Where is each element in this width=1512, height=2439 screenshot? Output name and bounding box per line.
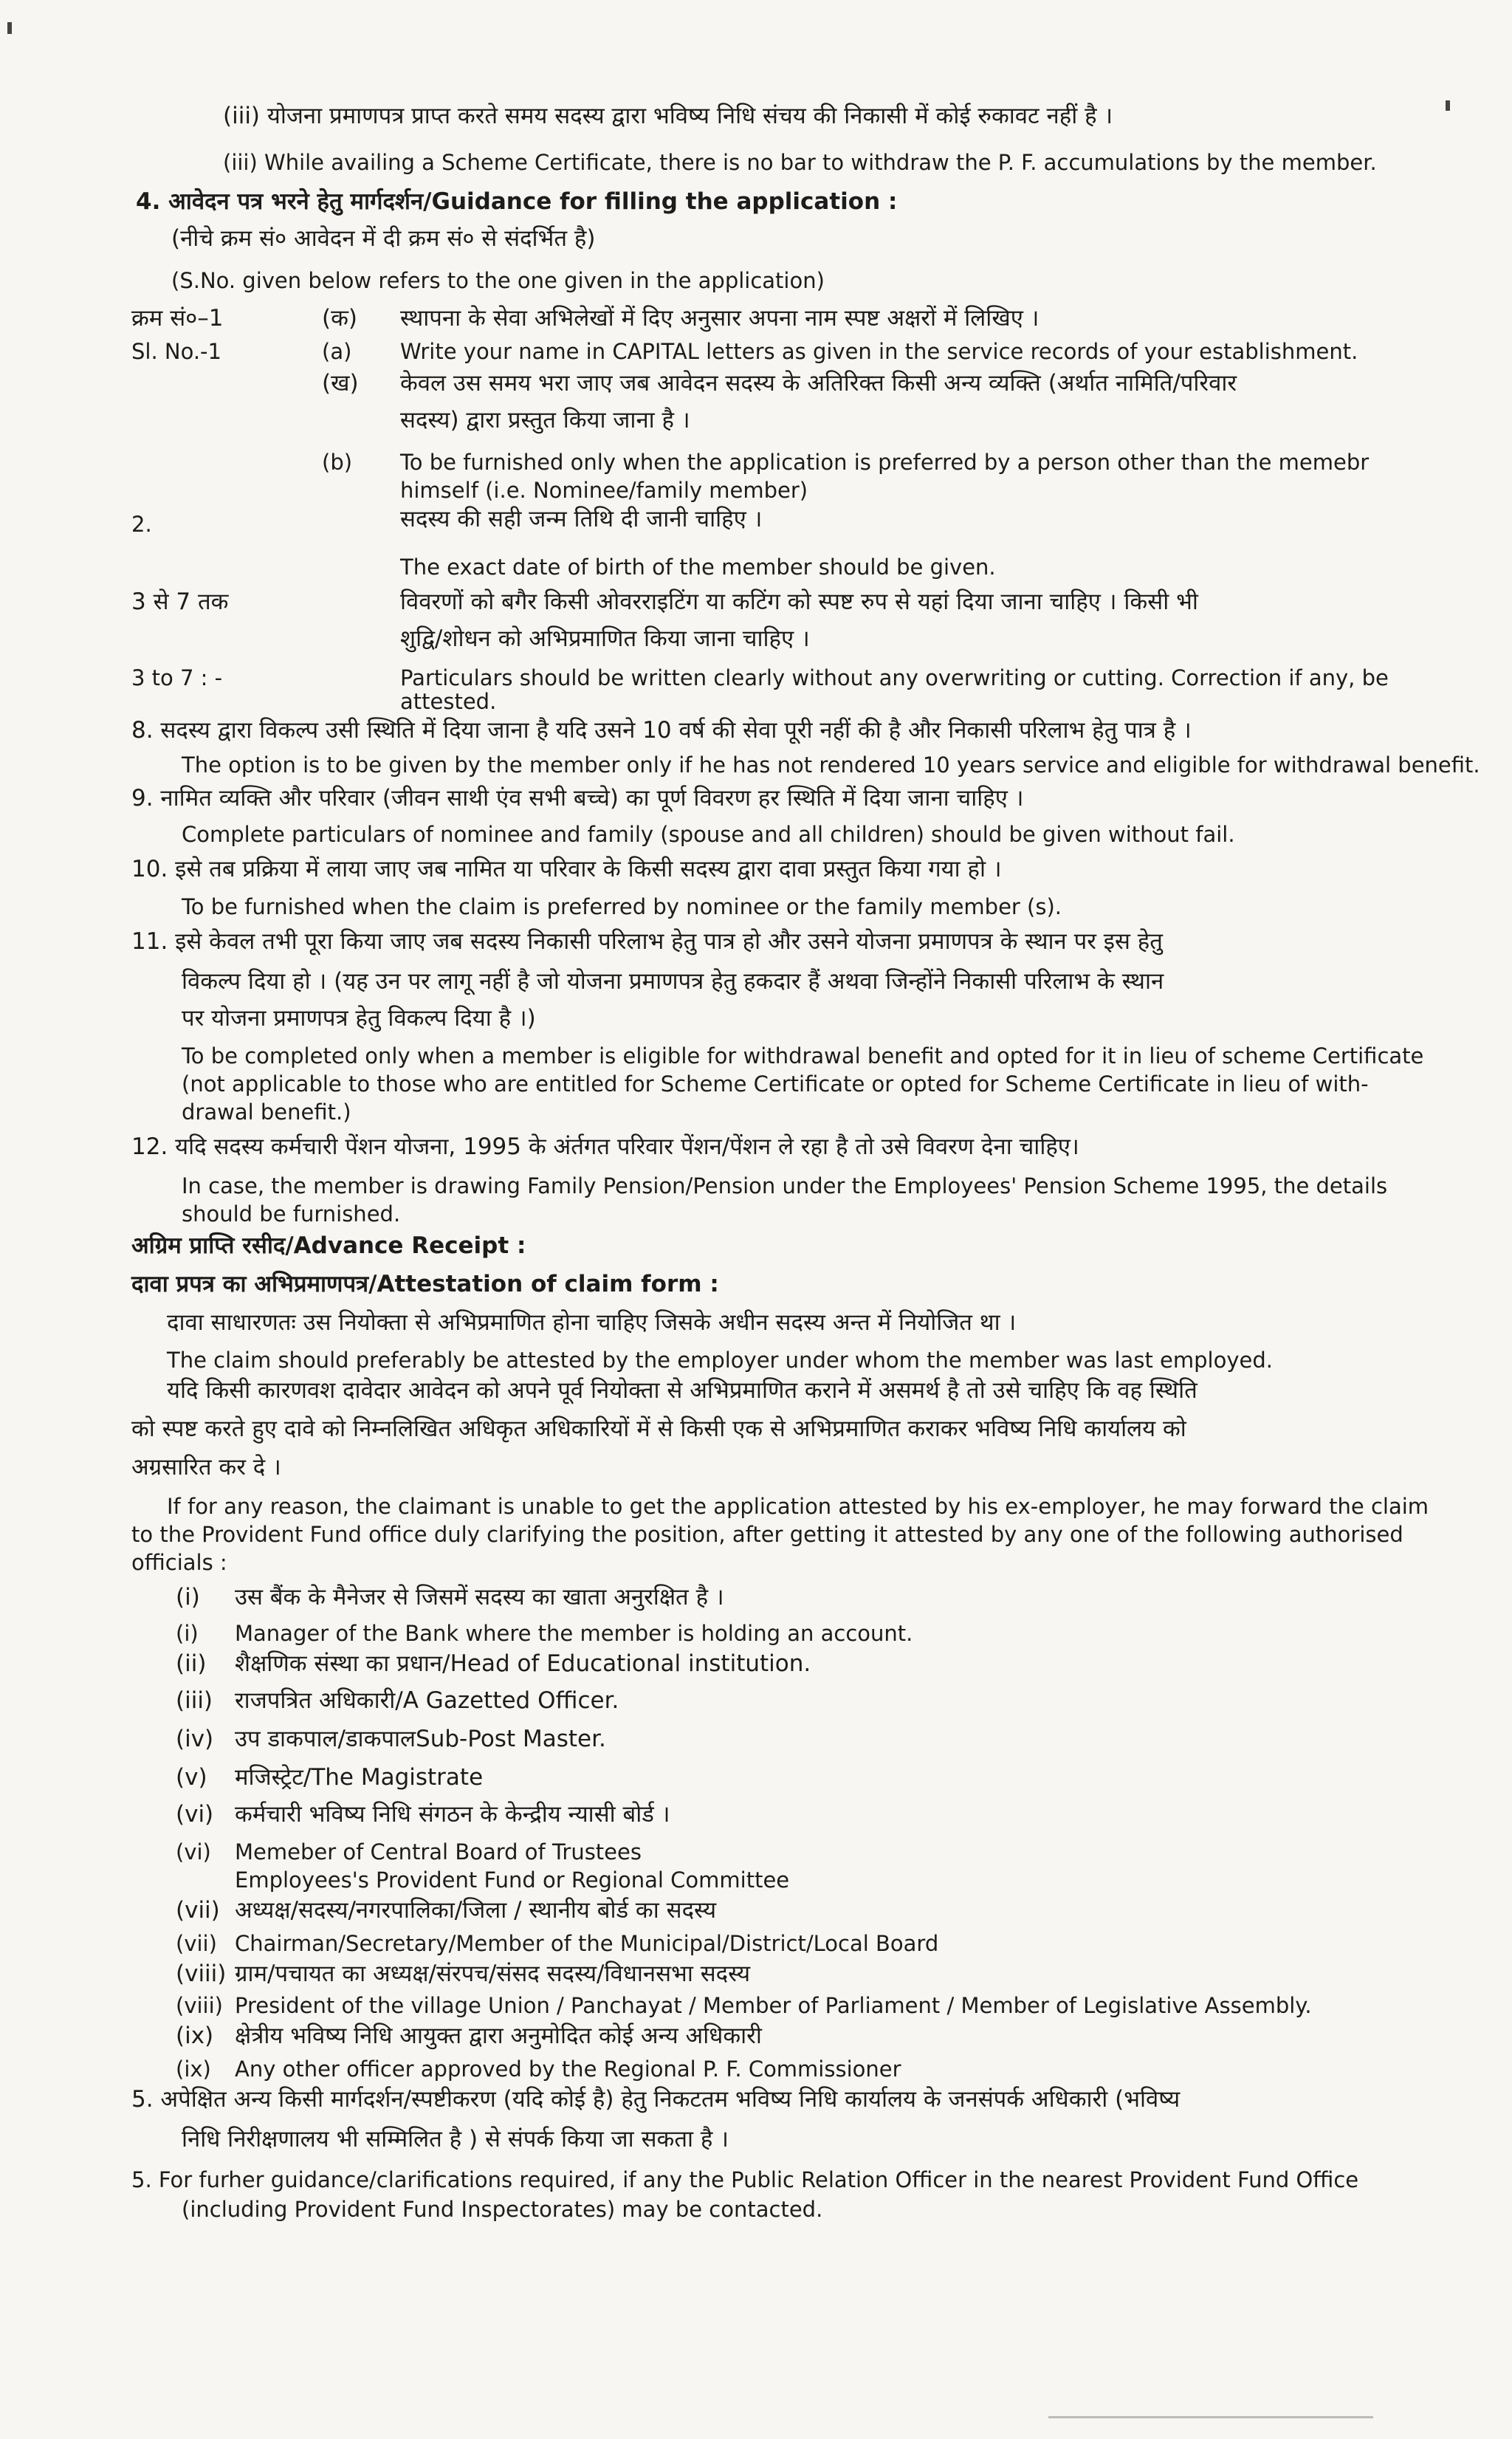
item-11-hindi-line2: विकल्प दिया हो । (यह उन पर लागू नहीं है जो योजना प्रमाणपत्र हेतु हकदार हैं अथवा जिन्होंने निकासी परिलाभ के स्थान (182, 968, 1164, 995)
item-3-7-hindi-line1: विवरणों को बगैर किसी ओवरराइटिंग या कटिंग को स्पष्ट रुप से यहां दिया जाना चाहिए । किसी भी (400, 589, 1198, 615)
item-12-english-line2: should be furnished. (182, 1201, 401, 1227)
section-4-note-english: (S.No. given below refers to the one given in the application) (171, 268, 825, 293)
official-mark: (ix) (176, 2023, 214, 2049)
official-mark: (ix) (176, 2056, 211, 2082)
advance-receipt-heading: अग्रिम प्राप्ति रसीद/Advance Receipt : (131, 1232, 526, 1259)
official-text: Chairman/Secretary/Member of the Municipal/District/Local Board (235, 1931, 939, 1956)
item-8-hindi: 8. सदस्य द्वारा विकल्प उसी स्थिति में दिया जाना है यदि उसने 10 वर्ष की सेवा पूरी नहीं की है और निकासी परिलाभ हेतु पात्र है । (131, 717, 1192, 744)
item-11-english-line2: (not applicable to those who are entitled for Scheme Certificate or opted for Scheme Certificate in lieu of with- (182, 1071, 1369, 1097)
section-5-english-line1: 5. For furher guidance/clarifications required, if any the Public Relation Officer in the nearest Provident Fund Office (131, 2167, 1359, 2192)
official-text: ग्राम/पचायत का अध्यक्ष/संरपच/संसद सदस्य/विधानसभा सदस्य (235, 1961, 751, 1987)
official-text: President of the village Union / Panchayat / Member of Parliament / Member of Legislative Assembly. (235, 1993, 1312, 2018)
item-11-english-line1: To be completed only when a member is eligible for withdrawal benefit and opted for it in lieu of scheme Certificate (182, 1043, 1424, 1068)
section-5-hindi-line2: निधि निरीक्षणालय भी सम्मिलित है ) से संपर्क किया जा सकता है । (182, 2126, 729, 2152)
item-b-english-text-line1: To be furnished only when the application is preferred by a person other than the memebr (400, 450, 1370, 475)
official-mark: (ii) (176, 1650, 207, 1677)
official-text: Manager of the Bank where the member is holding an account. (235, 1621, 913, 1646)
official-mark: (vi) (176, 1801, 214, 1828)
official-mark: (iii) (176, 1687, 213, 1714)
item-10-hindi: 10. इसे तब प्रक्रिया में लाया जाए जब नामित या परिवार के किसी सदस्य द्वारा दावा प्रस्तुत किया गया हो । (131, 856, 1002, 882)
item-b-english-text-line2: himself (i.e. Nominee/family member) (400, 478, 808, 503)
item-b-hindi-text-line1: केवल उस समय भरा जाए जब आवेदन सदस्य के अतिरिक्त किसी अन्य व्यक्ति (अर्थात नामिति/परिवार (400, 370, 1237, 397)
section-4-note-hindi: (नीचे क्रम सं० आवेदन में दी क्रम सं० से संदर्भित है) (171, 225, 596, 252)
official-text: कर्मचारी भविष्य निधि संगठन के केन्द्रीय न्यासी बोर्ड । (235, 1801, 670, 1828)
item-9-english: Complete particulars of nominee and family (spouse and all children) should be given without fail. (182, 822, 1235, 847)
item-b-hindi-text-line2: सदस्य) द्वारा प्रस्तुत किया जाना है । (400, 407, 690, 433)
attestation-para2-hindi-line1: यदि किसी कारणवश दावेदार आवेदन को अपने पूर्व नियोक्ता से अभिप्रमाणित कराने में असमर्थ है तो उसे चाहिए कि वह स्थिति (167, 1377, 1197, 1404)
item-b-hindi-mark: (ख) (322, 370, 359, 397)
official-text: मजिस्ट्रेट/The Magistrate (235, 1764, 484, 1791)
item-11-english-line3: drawal benefit.) (182, 1100, 351, 1125)
official-mark: (vi) (176, 1839, 211, 1865)
item-3-7-english-label: 3 to 7 : - (131, 665, 223, 690)
attestation-para2-english-line3: officials : (131, 1550, 227, 1575)
item-2-hindi: सदस्य की सही जन्म तिथि दी जानी चाहिए । (400, 506, 763, 532)
item-a-english-text: Write your name in CAPITAL letters as given in the service records of your establishment. (400, 339, 1358, 364)
item-11-hindi-line1: 11. इसे केवल तभी पूरा किया जाए जब सदस्य निकासी परिलाभ हेतु पात्र हो और उसने योजना प्रमाणपत्र के स्थान पर इस हेतु (131, 928, 1163, 955)
official-text: राजपत्रित अधिकारी/A Gazetted Officer. (235, 1687, 619, 1714)
official-text: उप डाकपाल/डाकपालSub-Post Master. (235, 1726, 606, 1752)
item-10-english: To be furnished when the claim is preferred by nominee or the family member (s). (182, 894, 1062, 919)
section-4-heading: 4. आवेदन पत्र भरने हेतु मार्गदर्शन/Guidance for filling the application : (136, 188, 898, 215)
official-text: उस बैंक के मैनेजर से जिसमें सदस्य का खाता अनुरक्षित है । (235, 1584, 724, 1610)
item-3-7-english-line1: Particulars should be written clearly without any overwriting or cutting. Correction if any, be (400, 665, 1389, 690)
item-12-english-line1: In case, the member is drawing Family Pension/Pension under the Employees' Pension Scheme 1995, the details (182, 1173, 1388, 1198)
item-2-label: 2. (131, 512, 152, 537)
official-mark: (vii) (176, 1931, 217, 1956)
attestation-para1-hindi: दावा साधारणतः उस नियोक्ता से अभिप्रमाणित होना चाहिए जिसके अधीन सदस्य अन्त में नियोजित था । (167, 1309, 1017, 1336)
attestation-para1-english: The claim should preferably be attested by the employer under whom the member was last employed. (167, 1348, 1273, 1373)
official-text: Any other officer approved by the Regional P. F. Commissioner (235, 2056, 901, 2082)
intro-iii-hindi: (iii) योजना प्रमाणपत्र प्राप्त करते समय सदस्य द्वारा भविष्य निधि संचय की निकासी में कोई रुकावट नहीं है । (223, 103, 1113, 129)
scan-speck (7, 22, 12, 34)
sl-no-1-english-label: Sl. No.-1 (131, 339, 221, 364)
section-5-hindi-line1: 5. अपेक्षित अन्य किसी मार्गदर्शन/स्पष्टीकरण (यदि कोई है) हेतु निकटतम भविष्य निधि कार्यालय के जनसंपर्क अधिकारी (भविष्य (131, 2086, 1181, 2113)
section-5-english-line2: (including Provident Fund Inspectorates) may be contacted. (182, 2197, 823, 2222)
item-3-7-hindi-label: 3 से 7 तक (131, 589, 229, 615)
item-3-7-hindi-line2: शुद्वि/शोधन को अभिप्रमाणित किया जाना चाहिए । (400, 625, 810, 652)
scan-speck (1446, 100, 1450, 111)
official-mark: (iv) (176, 1726, 214, 1752)
page-bottom-rule (1048, 2416, 1373, 2418)
item-11-hindi-line3: पर योजना प्रमाणपत्र हेतु विकल्प दिया है ।) (182, 1005, 536, 1032)
official-mark: (viii) (176, 1993, 223, 2018)
item-8-english: The option is to be given by the member only if he has not rendered 10 years service and eligible for withdrawal benefit. (182, 752, 1480, 778)
official-text: Memeber of Central Board of Trustees (235, 1839, 642, 1865)
item-3-7-english-line2: attested. (400, 689, 497, 714)
attestation-para2-english-line2: to the Provident Fund office duly clarifying the position, after getting it attested by any one of the following authorised (131, 1522, 1403, 1547)
official-mark: (i) (176, 1584, 200, 1610)
official-mark: (viii) (176, 1961, 227, 1987)
item-b-english-mark: (b) (322, 450, 353, 475)
item-a-english-mark: (a) (322, 339, 352, 364)
official-text: क्षेत्रीय भविष्य निधि आयुक्त द्वारा अनुमोदित कोई अन्य अधिकारी (235, 2023, 762, 2049)
item-a-hindi-mark: (क) (322, 305, 357, 332)
official-text: अध्यक्ष/सदस्य/नगरपालिका/जिला / स्थानीय बोर्ड का सदस्य (235, 1897, 717, 1924)
item-12-hindi: 12. यदि सदस्य कर्मचारी पेंशन योजना, 1995 के अंर्तगत परिवार पेंशन/पेंशन ले रहा है तो उसे विवरण देना चाहिए। (131, 1133, 1079, 1160)
intro-iii-english: (iii) While availing a Scheme Certificate, there is no bar to withdraw the P. F. accumulations by the member. (223, 150, 1377, 175)
attestation-para2-hindi-line3: अग्रसारित कर दे । (131, 1454, 281, 1481)
attestation-para2-hindi-line2: को स्पष्ट करते हुए दावे को निम्नलिखित अधिकृत अधिकारियों में से किसी एक से अभिप्रमाणित कराकर भविष्य निधि कार्यालय को (131, 1416, 1186, 1442)
official-mark: (vii) (176, 1897, 220, 1924)
attestation-heading: दावा प्रपत्र का अभिप्रमाणपत्र/Attestation of claim form : (131, 1271, 719, 1297)
official-text: शैक्षणिक संस्था का प्रधान/Head of Educational institution. (235, 1650, 811, 1677)
item-a-hindi-text: स्थापना के सेवा अभिलेखों में दिए अनुसार अपना नाम स्पष्ट अक्षरों में लिखिए । (400, 305, 1040, 332)
official-mark: (v) (176, 1764, 207, 1791)
sl-no-1-hindi-label: क्रम सं०–1 (131, 305, 224, 332)
item-2-english: The exact date of birth of the member should be given. (400, 555, 996, 580)
attestation-para2-english-line1: If for any reason, the claimant is unable to get the application attested by his ex-employer, he may forward the claim (167, 1494, 1429, 1519)
official-mark: (i) (176, 1621, 199, 1646)
official-text: Employees's Provident Fund or Regional Committee (235, 1867, 790, 1893)
item-9-hindi: 9. नामित व्यक्ति और परिवार (जीवन साथी एंव सभी बच्चे) का पूर्ण विवरण हर स्थिति में दिया जाना चाहिए । (131, 785, 1024, 812)
